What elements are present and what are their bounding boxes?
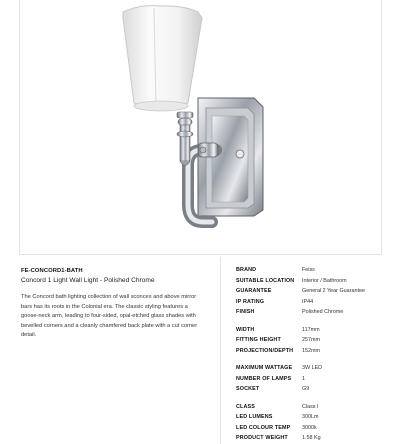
spec-value: 257mm [302, 337, 320, 344]
spec-key: NUMBER OF LAMPS [236, 375, 292, 382]
spec-key: CLASS [236, 403, 256, 410]
spec-row [236, 412, 386, 423]
spec-row [236, 286, 386, 297]
spec-key: BRAND [236, 267, 257, 274]
spec-row [236, 297, 386, 308]
spec-key: PRODUCT WEIGHT [236, 435, 288, 442]
product-title: Concord 1 Light Wall Light - Polished Chrome [21, 277, 155, 284]
spec-key: WIDTH [236, 326, 255, 333]
spec-key: GUARANTEE [236, 288, 272, 295]
spec-key: LED LUMENS [236, 414, 273, 421]
spec-key: IP RATING [236, 298, 265, 305]
spec-value: Polished Chrome [302, 309, 344, 316]
spec-value: G9 [302, 386, 310, 393]
glass-shade [123, 6, 202, 111]
spec-row [236, 423, 386, 434]
wall-light-illustration [20, 0, 383, 255]
spec-row [236, 402, 386, 413]
spec-value: 117mm [302, 326, 320, 333]
spec-gap [236, 356, 386, 363]
spec-value: 300Lm [302, 414, 319, 421]
spec-value: Feiss [302, 267, 315, 274]
spec-key: PROJECTION/DEPTH [236, 347, 294, 354]
spec-value: Interior / Bathroom [302, 277, 347, 284]
spec-row [236, 374, 386, 385]
spec-row [236, 325, 386, 336]
spec-value: 1.58 Kg [302, 435, 321, 442]
spec-value: 1 [302, 375, 305, 382]
product-info [21, 268, 201, 341]
spec-key: SUITABLE LOCATION [236, 277, 295, 284]
spec-key: LED COLOUR TEMP [236, 424, 291, 431]
spec-row [236, 346, 386, 357]
product-sku: FE-CONCORD1-BATH [21, 268, 83, 274]
spec-table [236, 265, 386, 444]
spec-row [236, 276, 386, 287]
spec-key: MAXIMUM WATTAGE [236, 365, 293, 372]
column-divider [220, 257, 221, 444]
spec-row [236, 433, 386, 444]
spec-value: 3W LED [302, 365, 323, 372]
spec-row [236, 307, 386, 318]
spec-value: 152mm [302, 347, 320, 354]
spec-value: 3000k [302, 424, 317, 431]
spec-key: FINISH [236, 309, 255, 316]
product-description: The Concord bath lighting collection of wall sconces and above mirror bars has its roots in the Colonial era. The classic styling features a goose-neck arm, leading to four-sided, opal-etched glass shades with bevelled corners and a cleanly chamfered back plate with a cut corner detail. [21, 294, 198, 338]
spec-value: General 2 Year Guarantee [302, 288, 365, 295]
spec-gap [236, 318, 386, 325]
spec-row [236, 384, 386, 395]
spec-gap [236, 395, 386, 402]
spec-row [236, 363, 386, 374]
spec-key: FITTING HEIGHT [236, 337, 281, 344]
spec-row [236, 265, 386, 276]
spec-value: IP44 [302, 298, 314, 305]
product-image-frame [19, 0, 382, 255]
spec-value: Class I [302, 403, 319, 410]
spec-row [236, 335, 386, 346]
spec-key: SOCKET [236, 386, 260, 393]
